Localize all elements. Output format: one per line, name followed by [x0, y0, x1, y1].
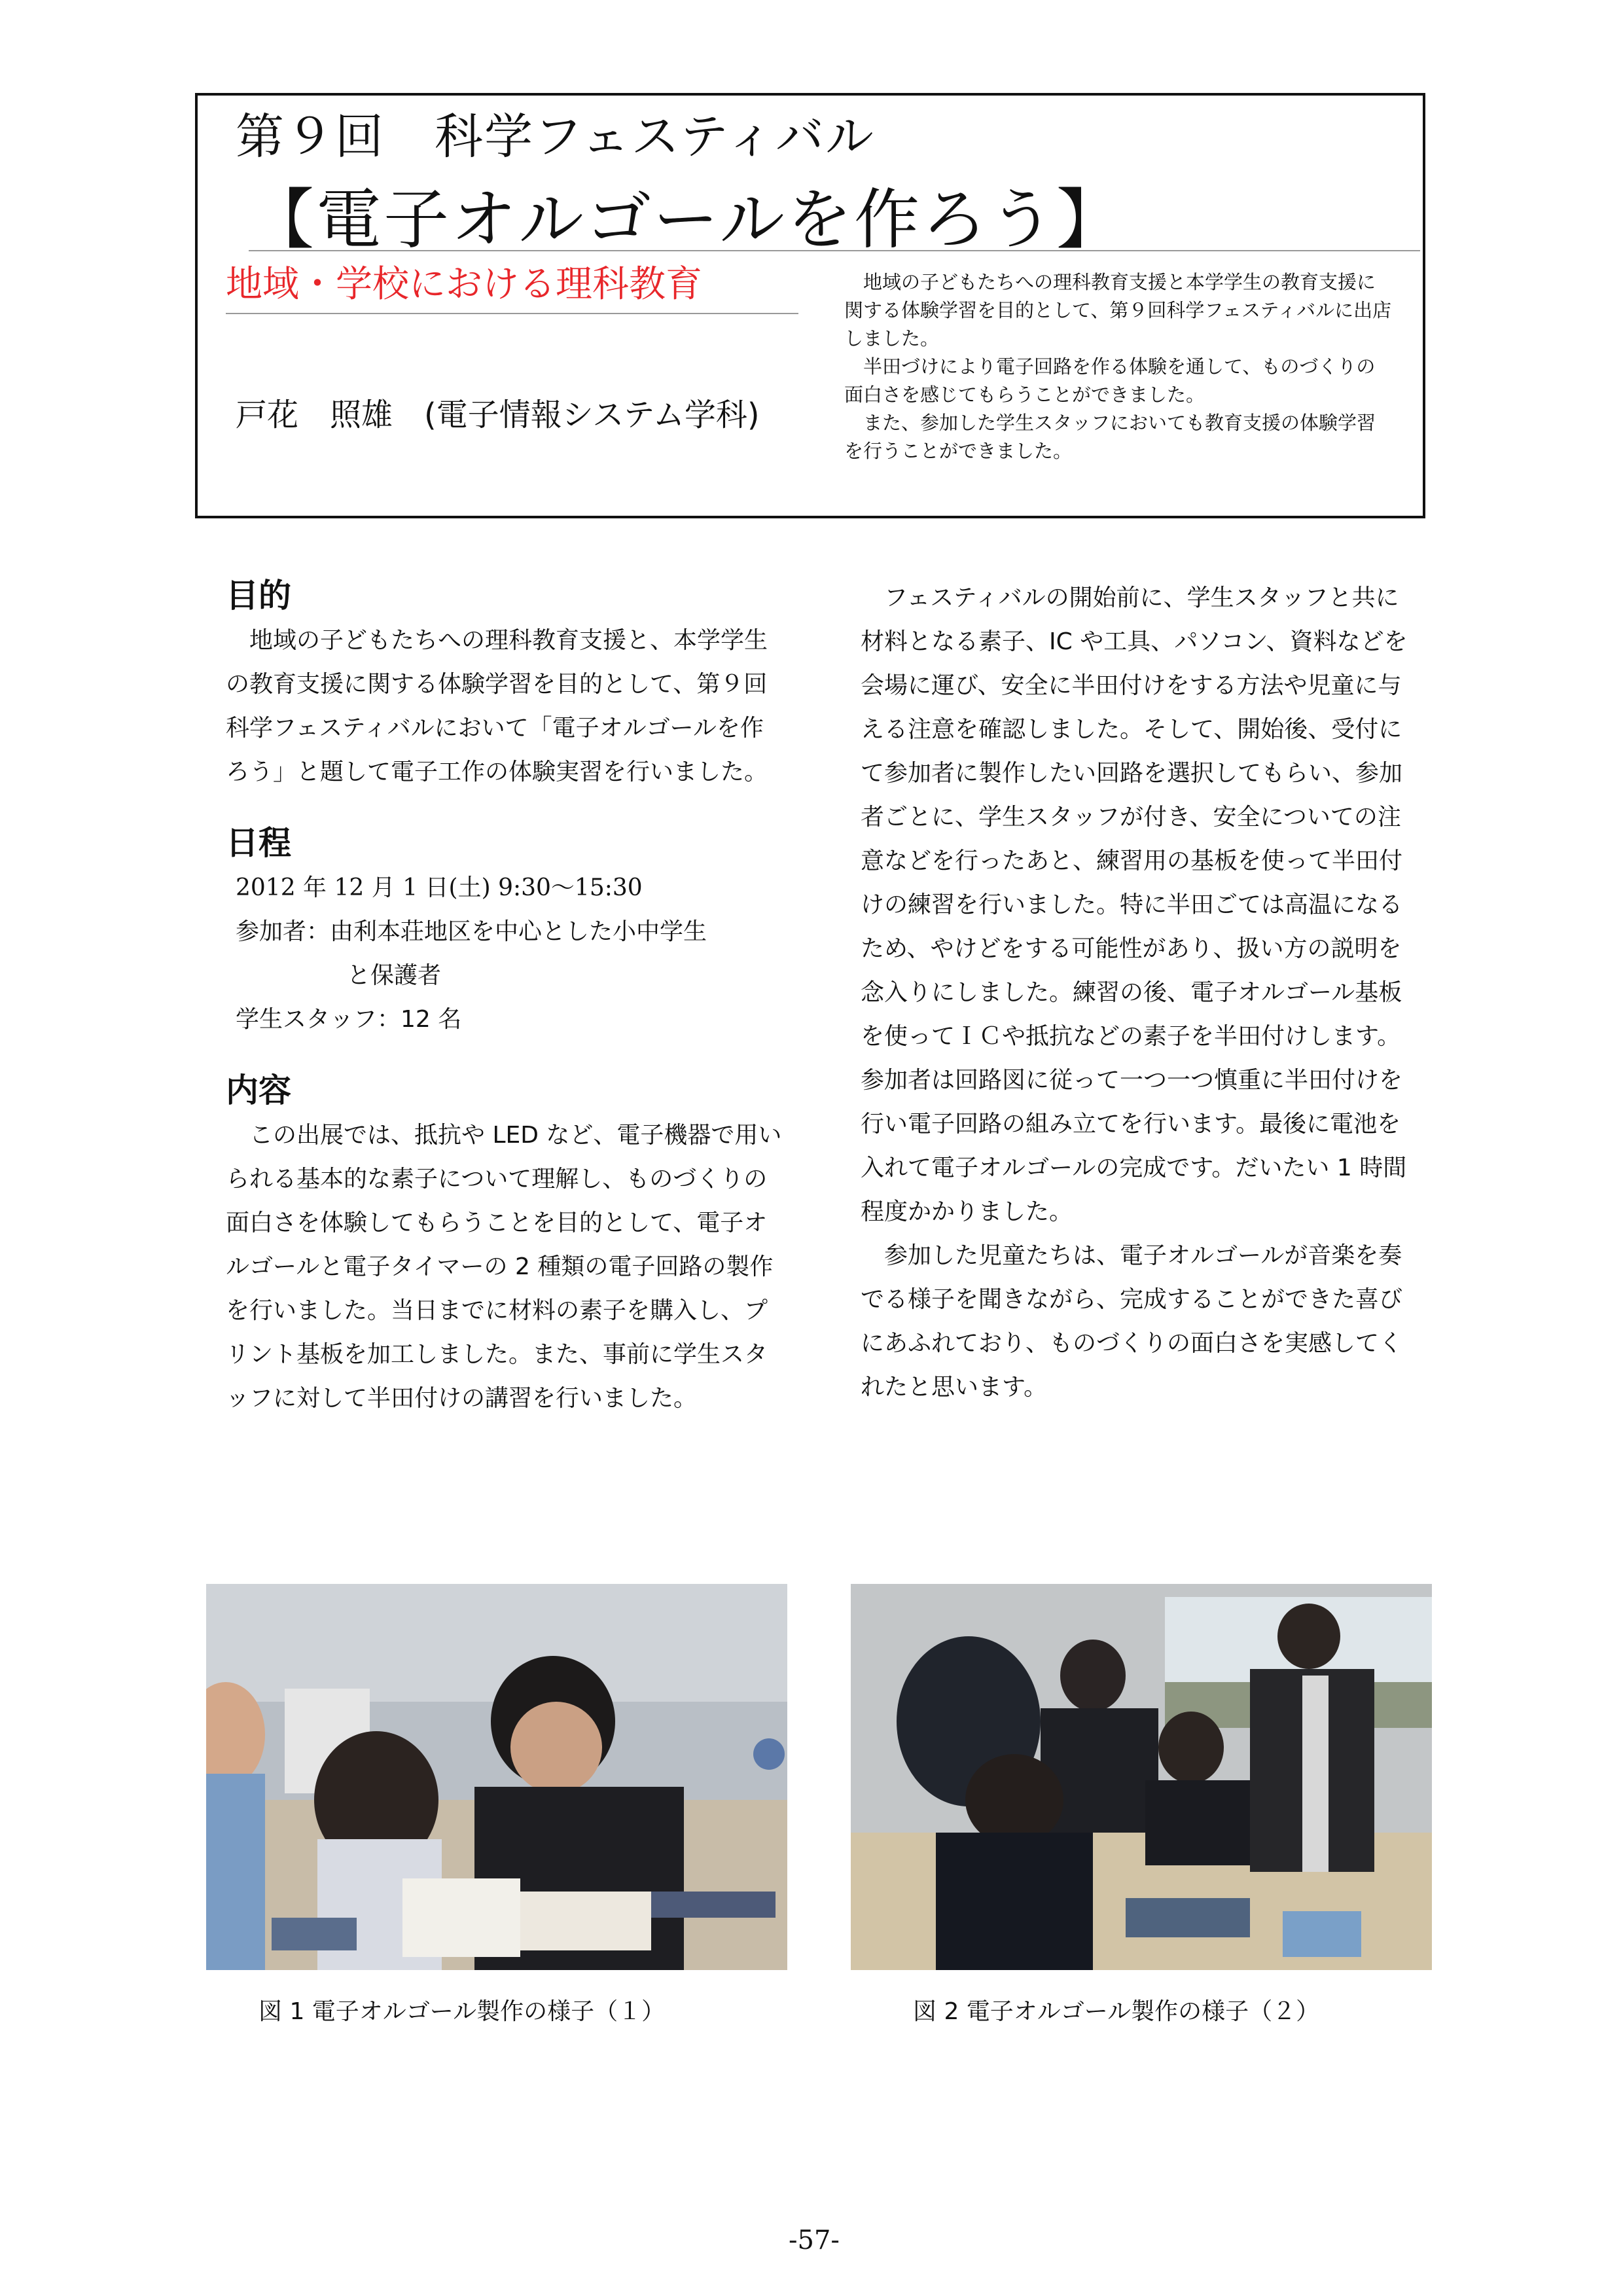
schedule-participants: 参加者：由利本荘地区を中心とした小中学生 [236, 918, 707, 945]
section-heading-purpose: 目的 [226, 577, 291, 615]
section-heading-schedule: 日程 [226, 824, 291, 862]
schedule-date: 2012 年 12 月 1 日(土) 9:30～15:30 [236, 874, 643, 901]
abstract-paragraph: 半田づけにより電子回路を作る体験を通して、ものづくりの面白さを感じてもらうことができました。 [844, 355, 1376, 406]
figure-caption-2: 図 2 電子オルゴール製作の様子（２） [913, 1998, 1320, 2025]
right-column [861, 576, 1420, 1409]
figure-caption-1: 図 1 電子オルゴール製作の様子（１） [259, 1998, 666, 2025]
title-rule [249, 250, 1420, 251]
category-rule [226, 313, 798, 314]
purpose-text: 地域の子どもたちへの理科教育支援と、本学学生の教育支援に関する体験学習を目的として、第９回科学フェスティバルにおいて「電子オルゴールを作ろう」と題して電子工作の体験実習を行いました。 [226, 627, 768, 785]
abstract-paragraph: また、参加した学生スタッフにおいても教育支援の体験学習を行うことができました。 [844, 412, 1376, 462]
main-title: 【電子オルゴールを作ろう】 [249, 181, 1124, 258]
section-heading-content: 内容 [226, 1071, 291, 1109]
series-title: 第９回 科学フェスティバル [236, 109, 875, 165]
page-number: -57- [789, 2225, 840, 2255]
photo-1-image [206, 1584, 787, 1970]
schedule-participants-cont: と保護者 [347, 962, 442, 989]
right-paragraph-2: 参加した児童たちは、電子オルゴールが音楽を奏でる様子を聞きながら、完成することができた喜びにあふれており、ものづくりの面白さを実感してくれたと思います。 [861, 1242, 1403, 1401]
photo-2 [851, 1584, 1432, 1970]
abstract [844, 268, 1394, 465]
left-column [226, 573, 782, 1420]
category-label: 地域・学校における理科教育 [226, 263, 702, 306]
content-text: この出展では、抵抗や LED など、電子機器で用いられる基本的な素子について理解し、ものづくりの面白さを体験してもらうことを目的として、電子オルゴールと電子タイマーの 2 種類の電子回路の製作を行いました。当日までに材料の素子を購入し、プリント基板を加工しました。また、事前に学生スタッフに対して半田付けの講習を行いました。 [226, 1122, 782, 1412]
right-paragraph-1: フェスティバルの開始前に、学生スタッフと共に材料となる素子、IC や工具、パソコン、資料などを会場に運び、安全に半田付けをする方法や児童に与える注意を確認しました。そして、開始後、受付にて参加者に製作したい回路を選択してもらい、参加者ごとに、学生スタッフが付き、安全についての注意などを行ったあと、練習用の基板を使って半田付けの練習を行いました。特に半田ごては高温になるため、やけどをする可能性があり、扱い方の説明を念入りにしました。練習の後、電子オルゴール基板を使ってＩＣや抵抗などの素子を半田付けします。参加者は回路図に従って一つ一つ慎重に半田付けを行い電子回路の組み立てを行います。最後に電池を入れて電子オルゴールの完成です。だいたい 1 時間程度かかりました。 [861, 584, 1408, 1225]
author-line: 戸花 照雄 (電子情報システム学科) [236, 397, 760, 433]
photo-1 [206, 1584, 787, 1970]
schedule-staff: 学生スタッフ：12 名 [236, 1006, 462, 1033]
photo-2-image [851, 1584, 1432, 1970]
abstract-paragraph: 地域の子どもたちへの理科教育支援と本学学生の教育支援に関する体験学習を目的として、第９回科学フェスティバルに出店しました。 [844, 271, 1392, 350]
